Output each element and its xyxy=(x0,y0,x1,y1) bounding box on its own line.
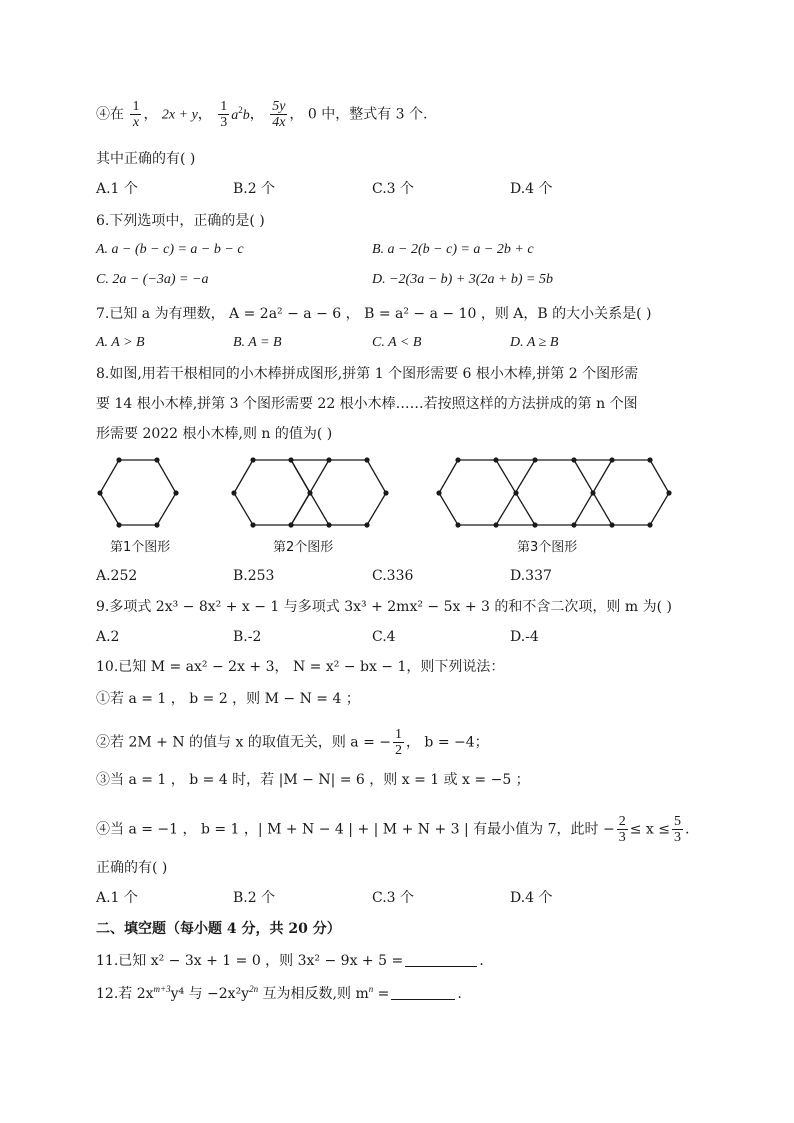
q5-question: 其中正确的有( ) xyxy=(96,151,196,167)
q10-stem: 10.已知 M = ax² − 2x + 3， N = x² − bx − 1，则下列说法： xyxy=(96,659,505,675)
figure-1-hexagon xyxy=(100,460,176,525)
q12-answer-blank[interactable] xyxy=(391,985,455,1000)
q7-stem: 7.已知 a 为有理数， A = 2a² − a − 6 ， B = a² − a − 10 ，则 A，B 的大小关系是( ) xyxy=(96,306,652,322)
q12: 12.若 $2x^{m+3}y^4$ 与 $-2x^2y^{2n}$ 互为相反数,则 $m^n$ = . xyxy=(96,984,462,1002)
q6-option-c: C. 2a − (−3a) = −a xyxy=(96,272,209,287)
figure-3-caption: 第3个图形 xyxy=(517,540,578,555)
q10-item3: ③当 a = 1 ， b = 4 时，若 |M − N| = 6 ，则 x = 1 或 x = −5 ； xyxy=(96,772,530,788)
q11: 11.已知 x² − 3x + 1 = 0 ，则 3x² − 9x + 5 = . xyxy=(96,953,484,969)
q6-option-d: D. −2(3a − b) + 3(2a + b) = 5b xyxy=(372,272,553,287)
q5-option-c: C.3 个 xyxy=(372,181,415,197)
q10-item4: ④当 a = −1 ， b = 1 ，| M + N − 4 | + | M + N + 3 | 有最小值为 7，此时 − $\frac{2}{3}$ ≤ x ≤ $\frac{5}{3}$ . xyxy=(96,814,690,845)
q10-question: 正确的有( ) xyxy=(96,860,168,876)
q10-option-a: A.1 个 xyxy=(96,890,138,906)
q11-answer-blank[interactable] xyxy=(405,952,477,967)
q8-line-1: 8.如图,用若干根相同的小木棒拼成图形,拼第 1 个图形需要 6 根小木棒,拼第 2 个图形需 xyxy=(96,366,639,382)
q7-option-a: A. A > B xyxy=(96,335,145,350)
q7-option-d: D. A ≥ B xyxy=(510,335,559,350)
q9-option-d: D.-4 xyxy=(510,629,539,645)
q5-item4: ④在 $\frac{1}{x}$ ， 2x + y， $\frac{1}{3}$ $a^2b$， $\frac{5y}{4x}$ ， 0 中，整式有 3 个. xyxy=(96,99,428,130)
q6-option-a: A. a − (b − c) = a − b − c xyxy=(96,242,244,257)
expr-2x-plus-y: 2x + y xyxy=(161,107,198,123)
q9-stem: 9.多项式 2x³ − 8x² + x − 1 与多项式 3x³ + 2mx² − 5x + 3 的和不含二次项，则 m 为( ) xyxy=(96,599,672,615)
q8-line-3: 形需要 2022 根小木棒,则 n 的值为( ) xyxy=(96,426,333,442)
q9-option-b: B.-2 xyxy=(233,629,262,645)
figure-2-caption: 第2个图形 xyxy=(273,540,334,555)
q9-option-c: C.4 xyxy=(372,629,396,645)
q8-option-b: B.253 xyxy=(233,568,275,584)
q5-option-a: A.1 个 xyxy=(96,181,138,197)
q5-option-d: D.4 个 xyxy=(510,181,553,197)
figure-3-sticks xyxy=(439,460,669,525)
q8-option-d: D.337 xyxy=(510,568,552,584)
q6-option-b: B. a − 2(b − c) = a − 2b + c xyxy=(372,242,534,257)
fraction-1-over-2: $\frac{1}{2}$ xyxy=(394,727,402,758)
q10-option-d: D.4 个 xyxy=(510,890,553,906)
fraction-5y-over-4x: $\frac{5y}{4x}$ xyxy=(272,99,286,130)
q9-option-a: A.2 xyxy=(96,629,120,645)
q10-option-c: C.3 个 xyxy=(372,890,415,906)
q8-line-2: 要 14 根小木棒,拼第 3 个图形需要 22 根小木棒……若按照这样的方法拼成的第 n 个图 xyxy=(96,396,638,412)
q10-option-b: B.2 个 xyxy=(233,890,276,906)
fraction-1-over-x: $\frac{1}{x}$ xyxy=(132,99,140,130)
q8-option-c: C.336 xyxy=(372,568,414,584)
q8-option-a: A.252 xyxy=(96,568,138,584)
figure-1-caption: 第1个图形 xyxy=(110,540,171,555)
fraction-1-over-3: $\frac{1}{3}$ xyxy=(220,99,228,130)
fraction-2-over-3: $\frac{2}{3}$ xyxy=(618,814,626,845)
q5-option-b: B.2 个 xyxy=(233,181,276,197)
q10-item2: ②若 2M + N 的值与 x 的取值无关，则 a = − $\frac{1}{2}$ ， b = −4； xyxy=(96,727,489,758)
q7-option-c: C. A < B xyxy=(372,335,422,350)
q7-option-b: B. A = B xyxy=(233,335,282,350)
q10-item1: ①若 a = 1 ， b = 2 ，则 M − N = 4 ； xyxy=(96,691,360,707)
fraction-5-over-3: $\frac{5}{3}$ xyxy=(673,814,681,845)
section-heading-fill-in: 二、填空题（每小题 4 分，共 20 分） xyxy=(96,921,341,937)
q6-stem: 6.下列选项中，正确的是( ) xyxy=(96,213,265,229)
